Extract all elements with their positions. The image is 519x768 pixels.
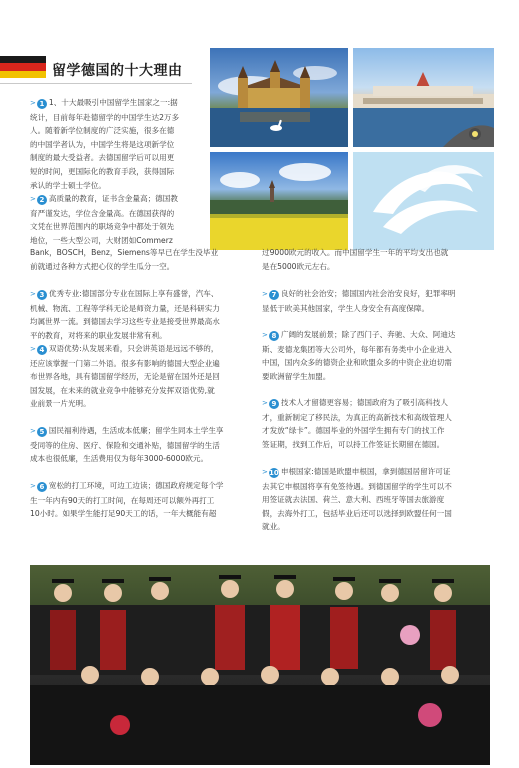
graduates-back-row [30, 605, 490, 675]
arrow-icon: > [30, 195, 36, 203]
arrow-icon: > [262, 468, 268, 476]
arrow-icon: > [262, 399, 268, 407]
parliament-photo [353, 48, 494, 147]
reason-line: 前就通过各种方式把心仪的学生瓜分一空。 [30, 261, 175, 271]
reason-number-badge: 5 [37, 427, 47, 437]
reason-number-badge: 1 [37, 99, 47, 109]
reason-line: 中国，国内众多的德资企业和欧盟众多的中资企业迫切需 [262, 358, 452, 368]
reason-line: 才，重新制定了移民法，为真正的高新技术和高级管理人 [262, 412, 452, 422]
reason-line: 就业。 [262, 522, 285, 532]
reason-10 [262, 465, 491, 534]
reason-line: 良好的社会治安；德国国内社会治安良好，犯罪率明 [280, 289, 456, 298]
reason-line: 斯、麦德龙集团等大公司外，每年都有务类中小企业进入 [262, 344, 452, 354]
page-title: 留学德国的十大理由 [52, 63, 183, 79]
reason-line: 宽松的打工环境，可边工边读；德国政府规定每个学 [48, 481, 224, 490]
reason-number-badge: 6 [37, 482, 47, 492]
reason-line: 国发展，在未来的就业竞争中能够充分发挥双语优势,就 [30, 385, 215, 395]
reason-line: 双语优势:从发展来看，只会讲英语是远远不够的， [48, 344, 219, 353]
reason-line: 申根国家:德国是欧盟申根国，拿到德国居留许可证 [280, 467, 451, 476]
reason-line: 成本也很低廉，生活费用仅为每年3000-6000欧元。 [30, 454, 209, 464]
reason-line: 受同等的住房、医疗、保险和交通补贴，德国留学的生活 [30, 440, 220, 450]
reason-4 [30, 342, 254, 411]
reason-line: 要欧洲留学生加盟。 [262, 371, 331, 381]
reason-line: 布世界各地，具有德国留学经历，无论是留在国外还是回 [30, 372, 220, 382]
flag-stripe-red [0, 63, 46, 70]
arrow-icon: > [262, 331, 268, 339]
reason-line: 国民福利待遇，生活成本低廉；留学生同本土学生享 [48, 426, 224, 435]
reason-line: 签证期，找到工作后，可以持工作签证长期留在德国。 [262, 439, 445, 449]
reason-line: 10小时。如果学生能打足90天工的话，一年大概能有超 [30, 509, 217, 519]
reason-7 [262, 287, 491, 315]
reason-line: 技术人才留德更容易；德国政府为了吸引高科技人 [280, 398, 448, 407]
reason-line: 是在5000欧元左右。 [262, 261, 335, 271]
reason-8 [262, 328, 491, 383]
reason-line: 短的时间，更国际化的教育手段，获得国际 [30, 166, 175, 176]
arrow-icon: > [30, 290, 36, 298]
reason-line: 显低于欧美其他国家，学生人身安全有高度保障。 [262, 303, 430, 313]
reason-number-badge: 2 [37, 195, 47, 205]
title-divider [0, 83, 192, 84]
reason-line: 的中国学者认为，中国学生将是这项新学位 [30, 139, 175, 149]
reason-6 [30, 479, 254, 521]
reason-line: 过9000欧元的收入。而中国留学生一年的平均支出也就 [262, 248, 449, 257]
reason-line: 制度的最大受益者。去德国留学后可以用更 [30, 153, 175, 163]
flag-stripe-gold [0, 71, 46, 78]
reason-line: 育严谨发达，学位含金量高。在德国获得的 [30, 208, 175, 218]
reason-line: 业前景一片光明。 [30, 399, 91, 409]
reason-number-badge: 3 [37, 290, 47, 300]
reason-2 [30, 192, 206, 247]
reason-line: 人。随着新学位制度的广泛实施，很多在德 [30, 126, 175, 136]
reason-line: 去其它申根国将享有免签待遇。到德国留学的学生可以不 [262, 481, 452, 491]
reason-line: 假，去海外打工，包括毕业后还可以选择到欧盟任何一国 [262, 508, 452, 518]
castle-photo [210, 48, 348, 147]
reason-number-badge: 9 [269, 399, 279, 409]
graduation-group-photo [30, 565, 490, 765]
reason-line: 才发放“绿卡”。德国毕业的外国学生拥有专门的找工作 [262, 426, 445, 436]
reason-number-badge: 10 [269, 469, 279, 477]
arrow-icon: > [30, 427, 36, 435]
reason-number-badge: 4 [37, 345, 47, 355]
arrow-icon: > [30, 482, 36, 490]
reason-line: 高质量的教育，证书含金量高；德国教 [48, 194, 178, 203]
reason-line: 生一年内有90天的打工时间，在每周还可以额外再打工 [30, 495, 215, 505]
reason-line: 承认的学士硕士学位。 [30, 180, 106, 190]
arrow-icon: > [262, 290, 268, 298]
reason-line: 地位，一些大型公司，大财团如Commerz [30, 235, 173, 245]
german-flag [0, 56, 46, 78]
rapeseed-field-photo [210, 152, 348, 250]
reason-2-continued [30, 246, 254, 273]
arrow-icon: > [30, 345, 36, 353]
reason-number-badge: 7 [269, 290, 279, 300]
flag-stripe-black [0, 56, 46, 63]
reason-line: 均属世界一流。到德国去学习这些专业是接受世界最高水 [30, 317, 220, 327]
school-logo-tile [353, 152, 494, 250]
reason-line: 1、十大最吸引中国留学生国家之一:据 [48, 98, 178, 107]
reason-3 [30, 287, 254, 342]
reason-line: 文凭在世界范围内的职场竞争中都处于领先 [30, 222, 175, 232]
reason-line: 机械、物流、工程等学科无论是师资力量，还是科研实力 [30, 303, 220, 313]
arrow-icon: > [30, 99, 36, 107]
reason-line: 用签证就去法国、荷兰、意大利、西班牙等国去旅游度 [262, 495, 445, 505]
reason-6-continued [262, 246, 491, 273]
reason-number-badge: 8 [269, 331, 279, 341]
reason-9 [262, 396, 491, 451]
reason-1 [30, 96, 206, 192]
reason-5 [30, 424, 254, 466]
reason-line: 平的教育，对将来的职业发展非常有利。 [30, 330, 167, 340]
reason-line: Bank，BOSCH，Benz，Siemens等早已在学生没毕业 [30, 248, 219, 257]
reason-line: 统计，目前每年赴德留学的中国学生达2万多 [30, 112, 180, 122]
reason-line: 广阔的发展前景；除了西门子、奔驰、大众、阿迪达 [280, 330, 456, 339]
reason-line: 优秀专业:德国部分专业在国际上享有盛誉，汽车、 [48, 289, 219, 298]
reason-line: 还应该掌握一门第二外语。很多有影响的德国大型企业遍 [30, 358, 220, 368]
swirl-logo-icon [353, 152, 494, 250]
